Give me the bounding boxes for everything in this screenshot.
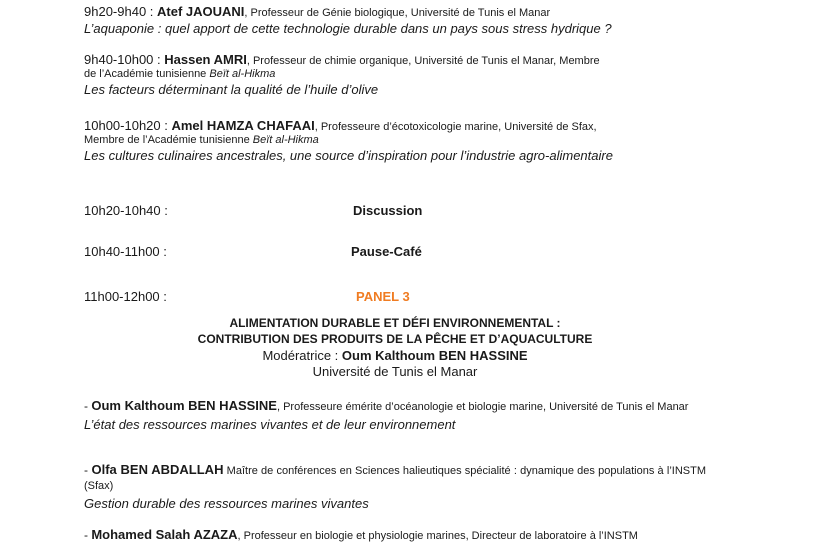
speaker-1-name: Oum Kalthoum BEN HASSINE xyxy=(91,398,277,413)
session-3-header xyxy=(84,118,706,134)
session-3-academy-name: Beït al-Hikma xyxy=(252,134,319,146)
speaker-3-affiliation: , Professeur en biologie et physiologie marines, Directeur de laboratoire à l’INSTM xyxy=(237,530,638,542)
session-3-affiliation: , Professeure d’écotoxicologie marine, Université de Sfax, xyxy=(314,121,597,133)
session-2-affiliation-line2 xyxy=(84,68,706,81)
schedule-break-time: 10h40-11h00 : xyxy=(84,244,167,259)
speaker-1-affiliation: , Professeure émérite d’océanologie et biologie marine, Université de Tunis el Manar xyxy=(276,401,689,413)
speaker-3 xyxy=(84,527,706,543)
speaker-2 xyxy=(84,463,706,513)
speaker-2-affiliation: Maître de conférences en Sciences halieutiques spécialité : dynamique des populations à l’INSTM (Sfax) xyxy=(84,465,706,492)
schedule-break-label: Pause-Café xyxy=(351,244,422,259)
session-1 xyxy=(84,4,706,38)
session-2-academy-name: Beït al-Hikma xyxy=(209,68,276,80)
session-2-time: 9h40-10h00 : xyxy=(84,52,165,67)
speaker-2-header xyxy=(84,463,706,493)
session-3 xyxy=(84,118,706,165)
speaker-3-header xyxy=(84,527,706,543)
session-1-title: L’aquaponie : quel apport de cette technologie durable dans un pays sous stress hydrique ? xyxy=(84,21,612,36)
session-2-title: Les facteurs déterminant la qualité de l’huile d’olive xyxy=(84,82,379,97)
speaker-2-title: Gestion durable des ressources marines vivantes xyxy=(84,496,369,511)
speaker-2-dash: - xyxy=(84,463,92,477)
session-2 xyxy=(84,52,706,99)
session-1-time: 9h20-9h40 : xyxy=(84,4,158,19)
panel-heading-line2: CONTRIBUTION DES PRODUITS DE LA PÊCHE ET D’AQUACULTURE xyxy=(197,332,593,346)
session-3-affiliation-line2 xyxy=(84,134,706,147)
panel-moderator-affiliation: Université de Tunis el Manar xyxy=(312,364,478,379)
panel-moderator-name: Oum Kalthoum BEN HASSINE xyxy=(341,348,528,363)
speaker-2-name: Olfa BEN ABDALLAH xyxy=(91,462,224,477)
speaker-3-name: Mohamed Salah AZAZA xyxy=(91,527,238,542)
session-3-time: 10h00-10h20 : xyxy=(84,118,172,133)
panel-moderator-prefix: Modératrice : xyxy=(262,348,342,363)
schedule-discussion-time: 10h20-10h40 : xyxy=(84,203,168,218)
session-3-title: Les cultures culinaires ancestrales, une source d’inspiration pour l’industrie agro-alimentaire xyxy=(84,148,613,163)
panel-moderator xyxy=(84,348,706,364)
session-1-header xyxy=(84,4,706,20)
session-2-affiliation: , Professeur de chimie organique, Université de Tunis el Manar, Membre xyxy=(246,55,600,67)
session-2-academy: de l’Académie tunisienne xyxy=(84,68,210,80)
speaker-3-dash: - xyxy=(84,528,92,542)
session-2-header xyxy=(84,52,706,68)
panel-heading-line1: ALIMENTATION DURABLE ET DÉFI ENVIRONNEMENTAL : xyxy=(229,316,561,330)
speaker-1 xyxy=(84,399,706,434)
speaker-1-title: L’état des ressources marines vivantes et de leur environnement xyxy=(84,417,456,432)
session-3-speaker: Amel HAMZA CHAFAAI xyxy=(171,118,315,133)
speaker-1-dash: - xyxy=(84,399,92,413)
session-1-affiliation: , Professeur de Génie biologique, Université de Tunis el Manar xyxy=(244,7,551,19)
speaker-1-header xyxy=(84,399,706,414)
schedule-discussion-label: Discussion xyxy=(353,203,423,218)
panel-time: 11h00-12h00 : xyxy=(84,289,167,304)
session-2-speaker: Hassen AMRI xyxy=(164,52,247,67)
session-3-academy: Membre de l’Académie tunisienne xyxy=(84,134,253,146)
session-1-speaker: Atef JAOUANI xyxy=(157,4,245,19)
panel-label: PANEL 3 xyxy=(356,289,410,304)
